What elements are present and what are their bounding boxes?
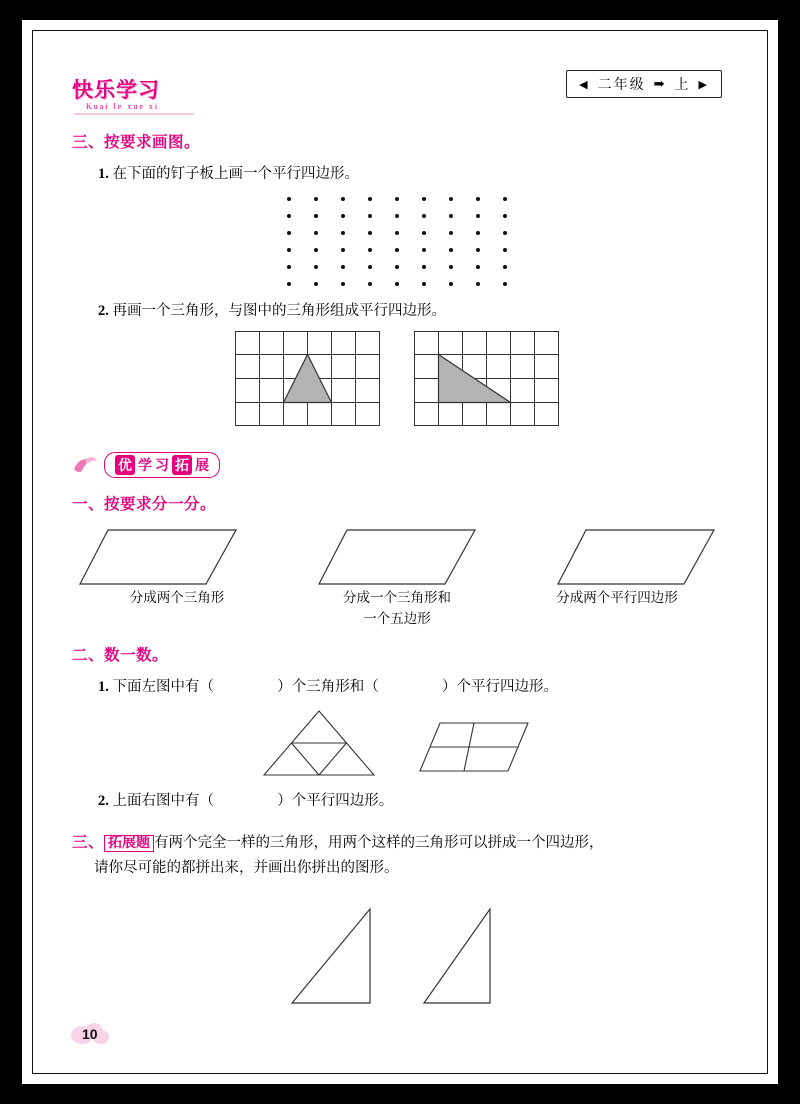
grid-dot bbox=[341, 248, 345, 252]
brand-logo bbox=[72, 74, 194, 115]
ext-s2-q1-part-b: ）个三角形和（ bbox=[277, 678, 379, 695]
dot-row bbox=[287, 265, 507, 269]
right-triangles-row bbox=[72, 905, 722, 1007]
ext-s2-q1-part-c: ）个平行四边形。 bbox=[442, 678, 558, 695]
grid-dot bbox=[449, 282, 453, 286]
parallelogram-2 bbox=[317, 526, 477, 588]
grid-dot bbox=[314, 231, 318, 235]
ext-s3-tag: 拓展题 bbox=[104, 835, 154, 852]
parallelogram-3 bbox=[556, 526, 716, 588]
grid-dot bbox=[422, 214, 426, 218]
grid-dot bbox=[287, 214, 291, 218]
grid-dot bbox=[395, 231, 399, 235]
section-3-title: 三、按要求画图。 bbox=[72, 134, 201, 151]
banner-char-1: 优 bbox=[115, 455, 135, 475]
grade-badge bbox=[566, 70, 722, 98]
ext-s2-q1 bbox=[98, 675, 722, 700]
parallelogram-1 bbox=[78, 526, 238, 588]
right-triangle-1 bbox=[288, 905, 374, 1007]
grid-dot bbox=[395, 197, 399, 201]
grid-dot bbox=[314, 214, 318, 218]
grid-dot bbox=[449, 265, 453, 269]
grid-dot bbox=[287, 231, 291, 235]
grid-dot bbox=[395, 248, 399, 252]
grid-dot bbox=[314, 282, 318, 286]
section-3-q2 bbox=[98, 299, 722, 324]
caption-line: 一个五边形 bbox=[363, 610, 431, 626]
grid-dot bbox=[287, 282, 291, 286]
ext-section-1-title: 一、按要求分一分。 bbox=[72, 496, 217, 514]
grid-dot bbox=[368, 265, 372, 269]
grid-dot bbox=[476, 231, 480, 235]
grid-dot bbox=[449, 214, 453, 218]
page-number: 10 bbox=[82, 1026, 98, 1042]
grid-dot bbox=[476, 214, 480, 218]
q1-text: 在下面的钉子板上画一个平行四边形。 bbox=[112, 166, 359, 182]
grid-dot bbox=[368, 248, 372, 252]
ext-s2-q1-number: 1. bbox=[98, 678, 109, 695]
grid-dot bbox=[287, 248, 291, 252]
ext-section-3 bbox=[72, 830, 722, 881]
banner-char-3: 习 bbox=[155, 457, 169, 474]
caption-3: 分成两个平行四边形 bbox=[556, 590, 678, 606]
page-content bbox=[72, 70, 722, 1013]
grid-dot bbox=[422, 265, 426, 269]
page-header bbox=[72, 70, 722, 116]
ext-s3-prefix: 三、 bbox=[72, 834, 105, 852]
ext-s2-q1-part-a: 下面左图中有（ bbox=[112, 678, 214, 695]
grid-dot bbox=[341, 214, 345, 218]
count-figures-row bbox=[72, 707, 722, 779]
nail-board-dot-grid bbox=[287, 197, 507, 286]
grid-dot bbox=[395, 214, 399, 218]
grid-dot bbox=[476, 265, 480, 269]
grid-dot bbox=[422, 197, 426, 201]
ext-s3-line1: 有两个完全一样的三角形，用两个这样的三角形可以拼成一个四边形， bbox=[154, 835, 604, 852]
grid-dot bbox=[341, 282, 345, 286]
dot-row bbox=[287, 197, 507, 201]
brand-logo-pinyin: Kuai le xue xi bbox=[86, 102, 160, 111]
grid-dot bbox=[422, 248, 426, 252]
grid-dot bbox=[314, 197, 318, 201]
parallelogram-captions bbox=[72, 588, 722, 629]
grid-triangle-left bbox=[235, 331, 380, 426]
section-3-q1 bbox=[98, 162, 722, 187]
grid-dot bbox=[368, 214, 372, 218]
grid-figures-row bbox=[72, 331, 722, 426]
grid-dot bbox=[476, 282, 480, 286]
page-footer bbox=[78, 1026, 98, 1042]
grid-dot bbox=[368, 197, 372, 201]
grid-dot bbox=[449, 231, 453, 235]
grid-dot bbox=[503, 282, 507, 286]
grid-dot bbox=[395, 282, 399, 286]
grid-dot bbox=[287, 265, 291, 269]
left-triangle-icon: ◀ bbox=[579, 78, 590, 91]
ext-s2-q2-part-a: 上面右图中有（ bbox=[112, 793, 214, 810]
dot-row bbox=[287, 214, 507, 218]
grade-label: 二年级 bbox=[597, 78, 646, 93]
grid-dot bbox=[422, 282, 426, 286]
right-triangle-2 bbox=[420, 905, 506, 1007]
banner-char-5: 展 bbox=[195, 457, 209, 474]
grid-dot bbox=[341, 197, 345, 201]
bird-icon bbox=[72, 455, 98, 475]
grid-dot bbox=[503, 197, 507, 201]
parallelogram-subdivided-figure bbox=[414, 707, 534, 779]
caption-1: 分成两个三角形 bbox=[129, 590, 225, 606]
ext-s2-q2-number: 2. bbox=[98, 793, 109, 810]
worksheet-page bbox=[22, 20, 778, 1084]
grid-dot bbox=[449, 248, 453, 252]
parallelogram-row bbox=[78, 526, 716, 588]
grid-dot bbox=[314, 248, 318, 252]
dot-row bbox=[287, 231, 507, 235]
brand-logo-cn: 快乐学习 bbox=[72, 79, 160, 102]
term-label: 上 bbox=[674, 78, 691, 93]
brand-logo-rule bbox=[74, 113, 194, 115]
banner-char-2: 学 bbox=[138, 457, 152, 474]
extension-banner bbox=[72, 452, 722, 478]
right-triangle-icon: ▶ bbox=[698, 78, 709, 91]
grid-dot bbox=[368, 231, 372, 235]
grid-dot bbox=[368, 282, 372, 286]
grid-dot bbox=[341, 231, 345, 235]
grid-dot bbox=[476, 248, 480, 252]
grid-dot bbox=[503, 231, 507, 235]
dot-row bbox=[287, 282, 507, 286]
q2-text: 再画一个三角形，与图中的三角形组成平行四边形。 bbox=[112, 302, 446, 319]
grid-dot bbox=[503, 265, 507, 269]
grid-dot bbox=[287, 197, 291, 201]
grid-dot bbox=[314, 265, 318, 269]
grid-dot bbox=[503, 248, 507, 252]
grid-triangle-right bbox=[414, 331, 559, 426]
ext-s2-q2 bbox=[98, 789, 722, 814]
caption-2 bbox=[292, 588, 502, 629]
grid-dot bbox=[341, 265, 345, 269]
grid-dot bbox=[422, 231, 426, 235]
ext-s3-line2: 请你尽可能的都拼出来，并画出你拼出的图形。 bbox=[94, 860, 399, 877]
right-arrow-icon: ➡ bbox=[653, 76, 667, 91]
grid-dot bbox=[476, 197, 480, 201]
extension-banner-pill bbox=[104, 452, 220, 478]
q1-number: 1. bbox=[98, 166, 109, 182]
dot-row bbox=[287, 248, 507, 252]
triangle-subdivided-figure bbox=[260, 707, 380, 779]
q2-number: 2. bbox=[98, 302, 109, 319]
ext-s2-q2-part-b: ）个平行四边形。 bbox=[277, 793, 394, 810]
grid-dot bbox=[395, 265, 399, 269]
grid-dot bbox=[503, 214, 507, 218]
banner-char-4: 拓 bbox=[172, 455, 192, 475]
caption-line: 分成一个三角形和 bbox=[343, 590, 451, 606]
grid-dot bbox=[449, 197, 453, 201]
ext-section-2-title: 二、数一数。 bbox=[72, 646, 169, 664]
